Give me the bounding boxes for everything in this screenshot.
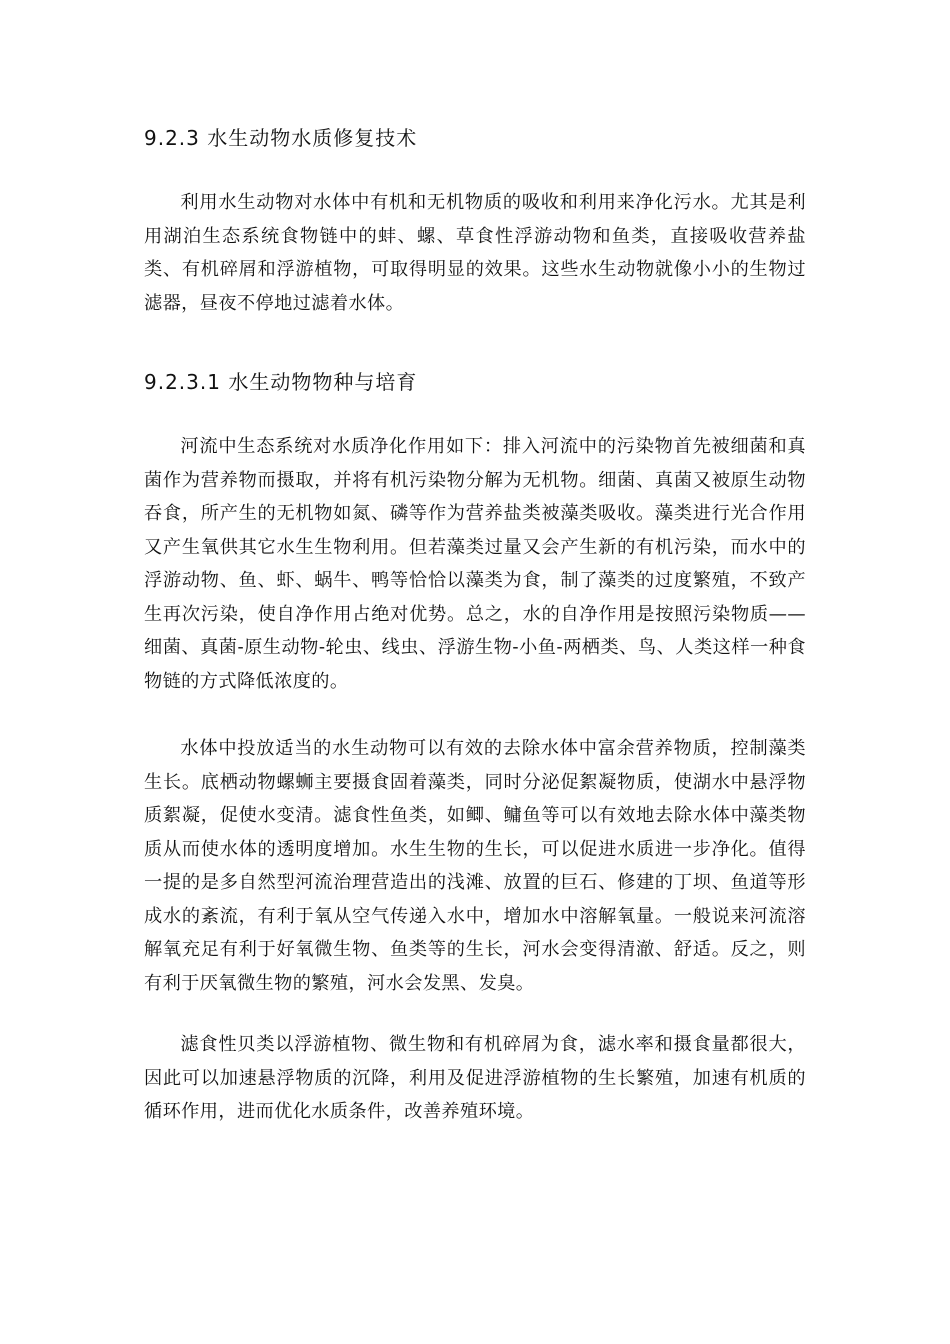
section-heading-9-2-3-1: 9.2.3.1 水生动物物种与培育: [144, 370, 418, 394]
section-heading-9-2-3: 9.2.3 水生动物水质修复技术: [144, 126, 418, 150]
paragraph: 滤食性贝类以浮游植物、微生物和有机碎屑为食，滤水率和摄食量都很大，因此可以加速悬浮物质的沉降，利用及促进浮游植物的生长繁殖，加速有机质的循环作用，进而优化水质条件，改善养殖环境。: [144, 1034, 806, 1122]
paragraph: 利用水生动物对水体中有机和无机物质的吸收和利用来净化污水。尤其是利用湖泊生态系统食物链中的蚌、螺、草食性浮游动物和鱼类，直接吸收营养盐类、有机碎屑和浮游植物，可取得明显的效果。这些水生动物就像小小的生物过滤器，昼夜不停地过滤着水体。: [144, 192, 806, 314]
paragraph: 河流中生态系统对水质净化作用如下：排入河流中的污染物首先被细菌和真菌作为营养物而摄取，并将有机污染物分解为无机物。细菌、真菌又被原生动物吞食，所产生的无机物如氮、磷等作为营养盐类被藻类吸收。藻类进行光合作用又产生氧供其它水生生物利用。但若藻类过量又会产生新的有机污染，而水中的浮游动物、鱼、虾、蜗牛、鸭等恰恰以藻类为食，制了藻类的过度繁殖，不致产生再次污染，使自净作用占绝对优势。总之，水的自净作用是按照污染物质——细菌、真菌-原生动物-轮虫、线虫、浮游生物-小鱼-两栖类、鸟、人类这样一种食物链的方式降低浓度的。: [144, 436, 806, 692]
paragraph: 水体中投放适当的水生动物可以有效的去除水体中富余营养物质，控制藻类生长。底栖动物螺蛳主要摄食固着藻类，同时分泌促絮凝物质，使湖水中悬浮物质絮凝，促使水变清。滤食性鱼类，如鲫、鳙鱼等可以有效地去除水体中藻类物质从而使水体的透明度增加。水生生物的生长，可以促进水质进一步净化。值得一提的是多自然型河流治理营造出的浅滩、放置的巨石、修建的丁坝、鱼道等形成水的紊流，有利于氧从空气传递入水中，增加水中溶解氧量。一般说来河流溶解氧充足有利于好氧微生物、鱼类等的生长，河水会变得清澈、舒适。反之，则有利于厌氧微生物的繁殖，河水会发黑、发臭。: [144, 738, 806, 994]
